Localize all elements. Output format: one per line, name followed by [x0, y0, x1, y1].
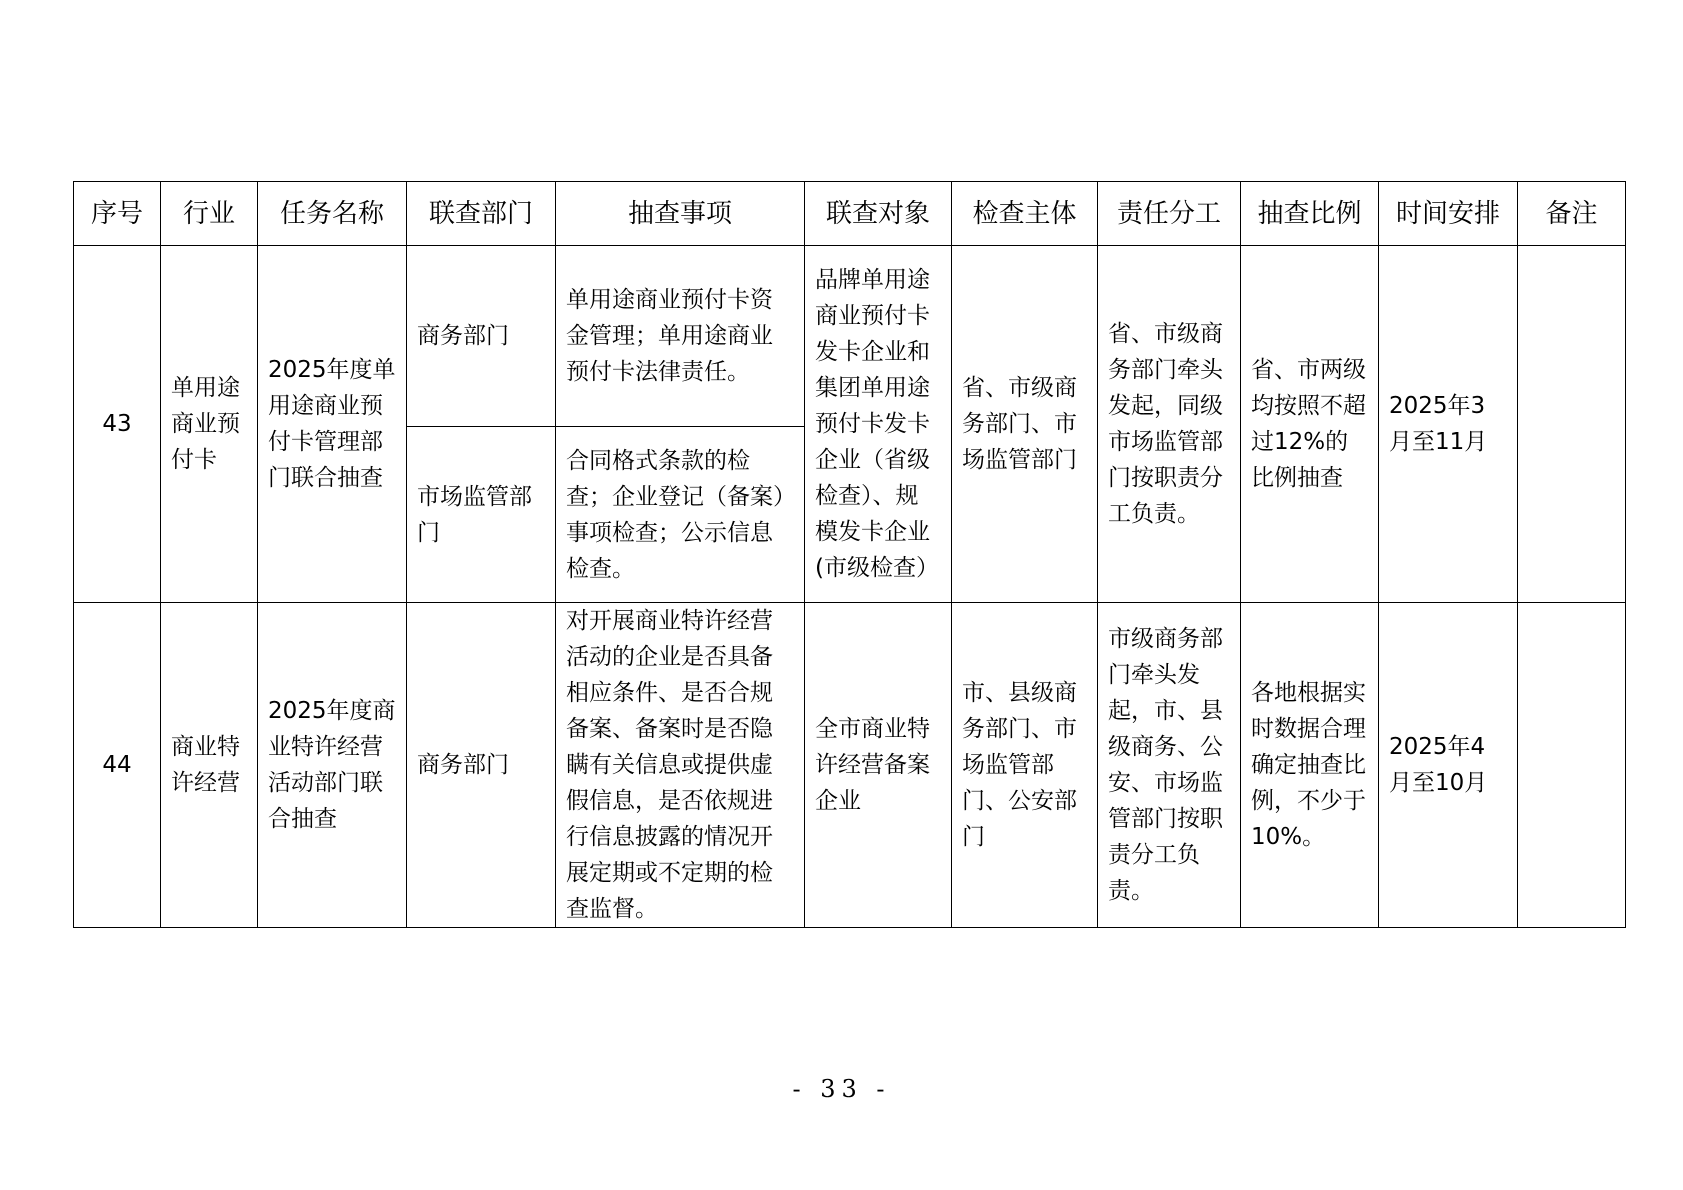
row-items: 单用途商业预付卡资金管理；单用途商业预付卡法律责任。: [556, 246, 805, 427]
header-subject: 检查主体: [952, 182, 1098, 246]
row-remark: [1518, 246, 1626, 603]
row-department: 商务部门: [407, 246, 556, 427]
header-departments: 联查部门: [407, 182, 556, 246]
row-no: 44: [74, 603, 161, 928]
row-division: 省、市级商务部门牵头发起，同级市场监管部门按职责分工负责。: [1098, 246, 1241, 603]
row-schedule: 2025年3月至11月: [1379, 246, 1518, 603]
header-industry: 行业: [161, 182, 258, 246]
inspection-table: [73, 181, 1626, 928]
header-items: 抽查事项: [556, 182, 805, 246]
row-no: 43: [74, 246, 161, 603]
page-number: - 33 -: [792, 1075, 891, 1103]
row-objects: 全市商业特许经营备案企业: [805, 603, 952, 928]
row-subject: 市、县级商务部门、市场监管部门、公安部门: [952, 603, 1098, 928]
row-schedule: 2025年4月至10月: [1379, 603, 1518, 928]
row-subject: 省、市级商务部门、市场监管部门: [952, 246, 1098, 603]
row-ratio: 省、市两级均按照不超过12%的比例抽查: [1241, 246, 1379, 603]
row-remark: [1518, 603, 1626, 928]
row-department: 市场监管部门: [407, 427, 556, 603]
table-row: [74, 246, 1626, 427]
row-task: 2025年度商业特许经营活动部门联合抽查: [258, 603, 407, 928]
row-division: 市级商务部门牵头发起，市、县级商务、公安、市场监管部门按职责分工负责。: [1098, 603, 1241, 928]
table-row: [74, 603, 1626, 928]
header-objects: 联查对象: [805, 182, 952, 246]
row-items: 对开展商业特许经营活动的企业是否具备相应条件、是否合规备案、备案时是否隐瞒有关信息或提供虚假信息，是否依规进行信息披露的情况开展定期或不定期的检查监督。: [556, 603, 805, 928]
header-remark: 备注: [1518, 182, 1626, 246]
row-ratio: 各地根据实时数据合理确定抽查比例，不少于10%。: [1241, 603, 1379, 928]
row-task: 2025年度单用途商业预付卡管理部门联合抽查: [258, 246, 407, 603]
row-objects: 品牌单用途商业预付卡发卡企业和集团单用途预付卡发卡企业（省级检查）、规模发卡企业(市级检查）: [805, 246, 952, 603]
header-division: 责任分工: [1098, 182, 1241, 246]
header-no: 序号: [74, 182, 161, 246]
row-items: 合同格式条款的检查；企业登记（备案）事项检查；公示信息检查。: [556, 427, 805, 603]
row-industry: 单用途商业预付卡: [161, 246, 258, 603]
header-ratio: 抽查比例: [1241, 182, 1379, 246]
row-department: 商务部门: [407, 603, 556, 928]
header-task: 任务名称: [258, 182, 407, 246]
header-schedule: 时间安排: [1379, 182, 1518, 246]
header-row: [74, 182, 1626, 246]
row-industry: 商业特许经营: [161, 603, 258, 928]
